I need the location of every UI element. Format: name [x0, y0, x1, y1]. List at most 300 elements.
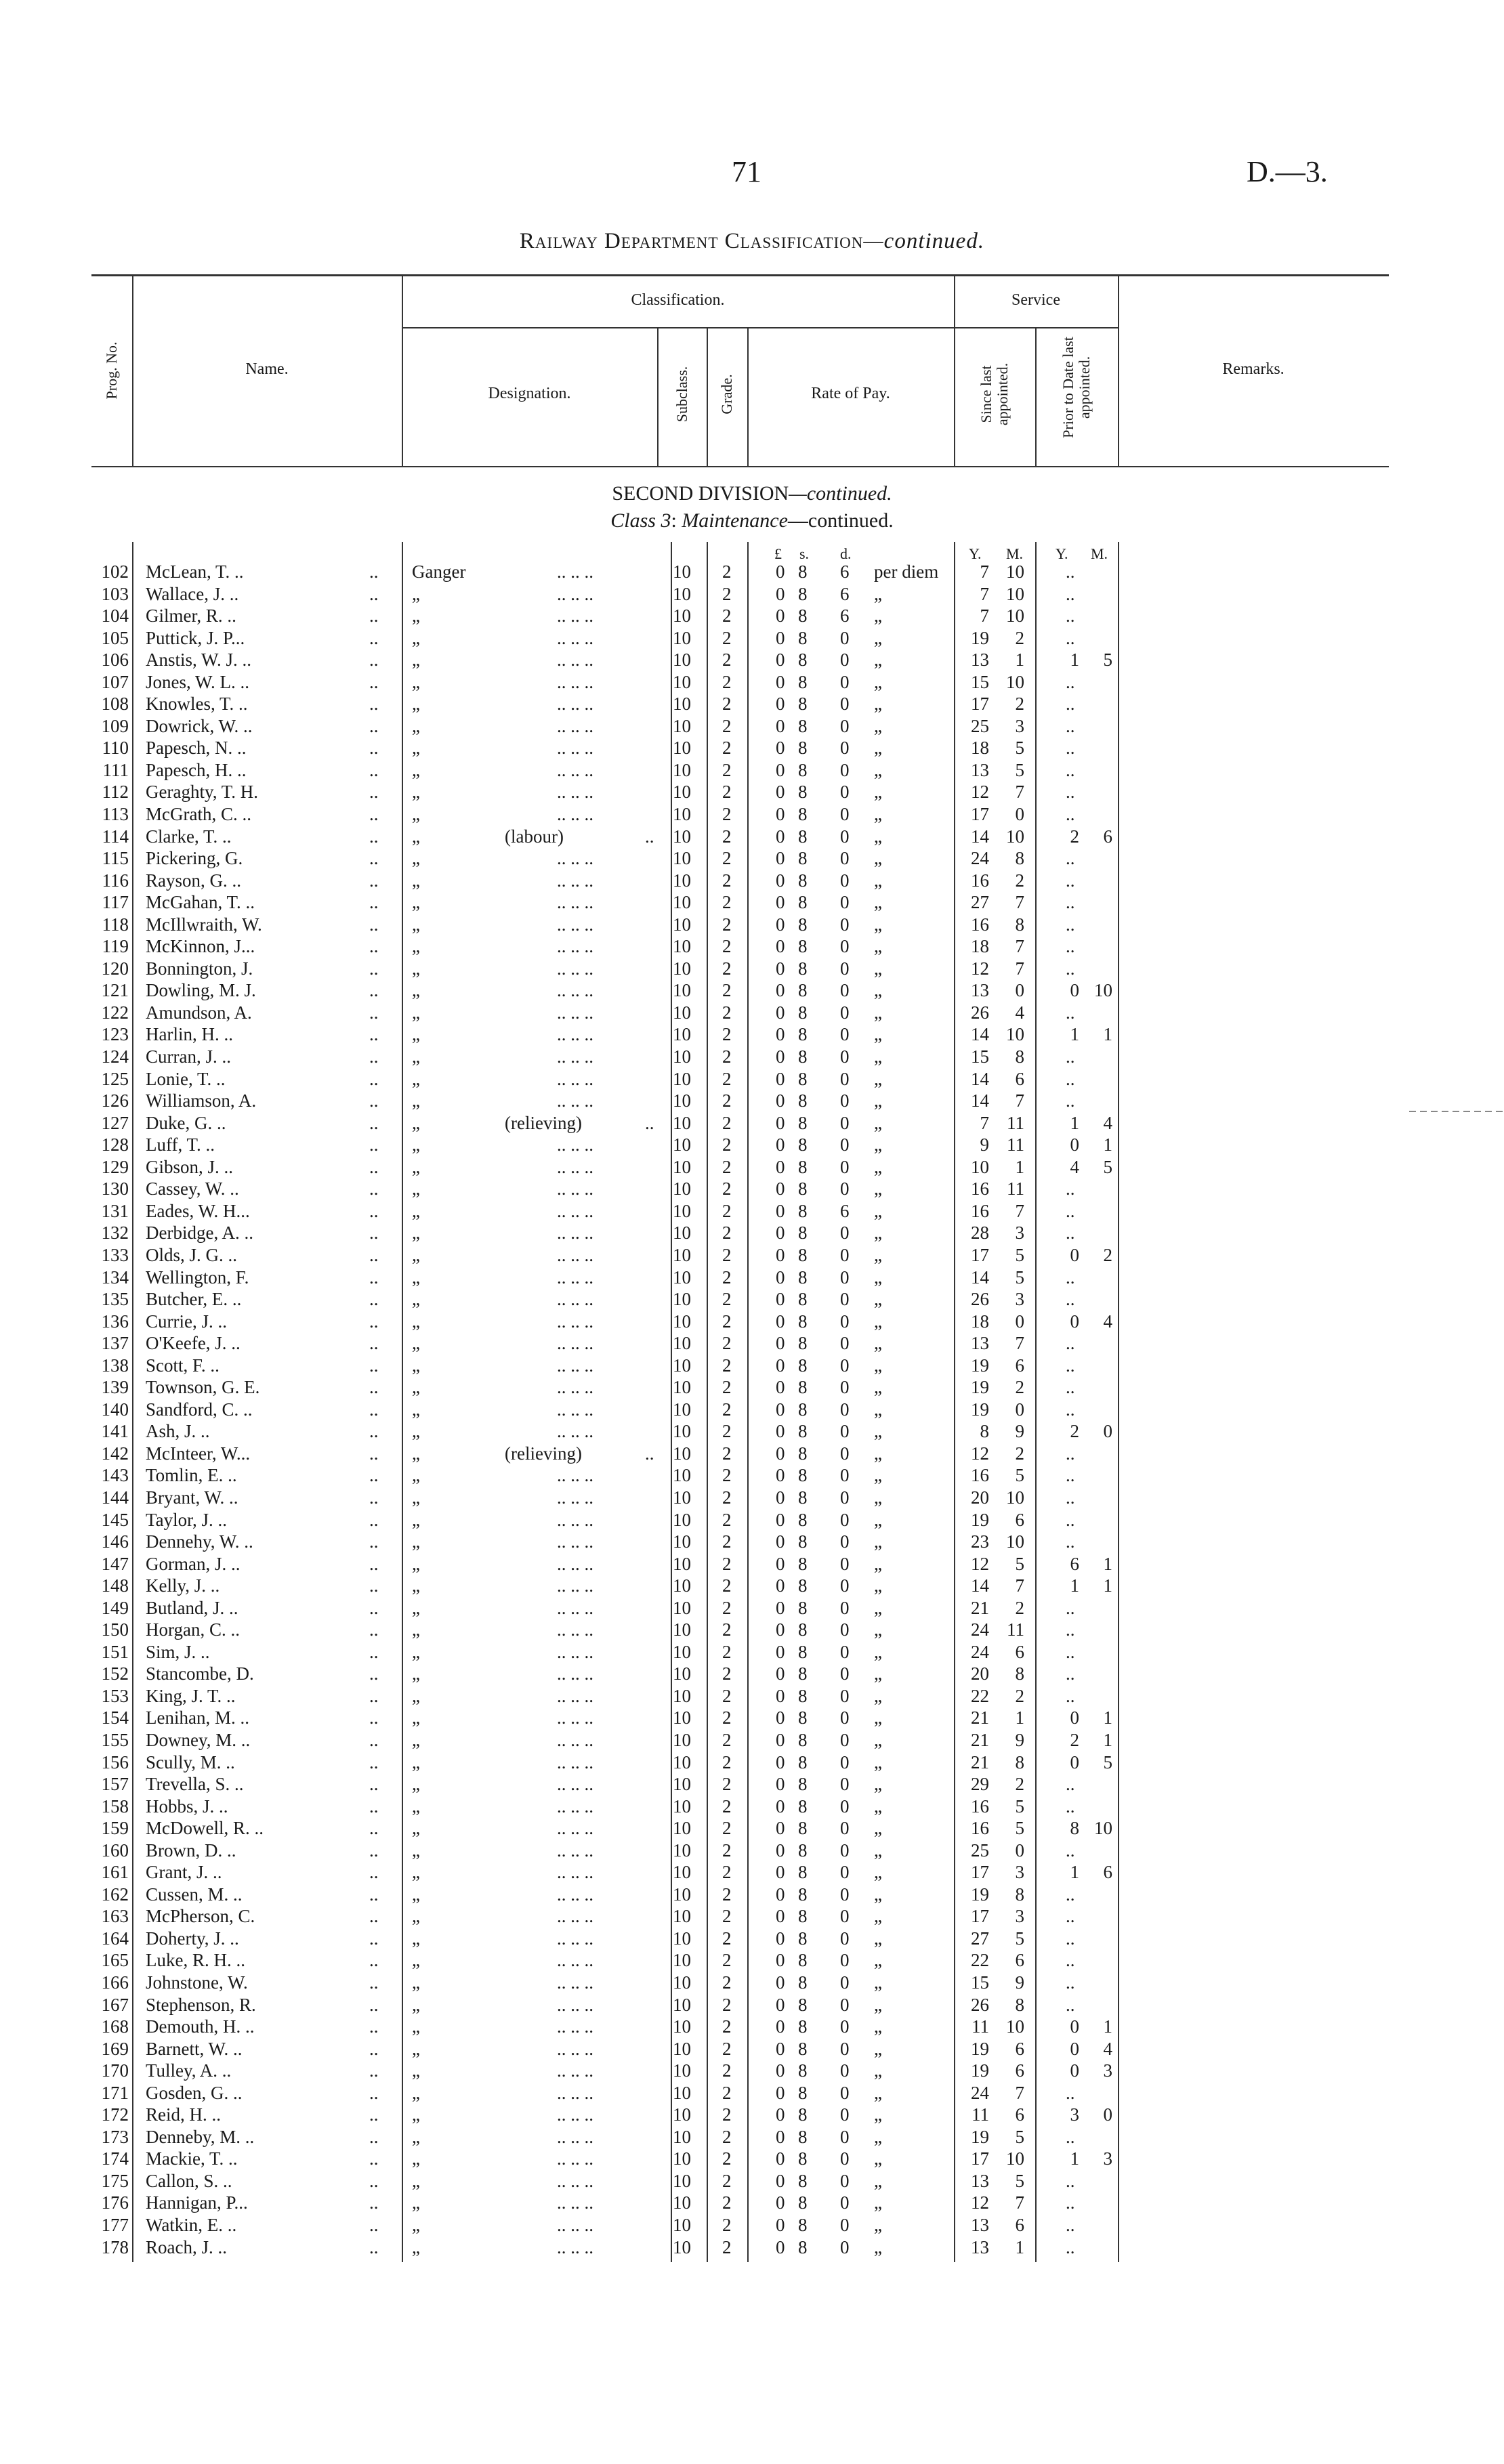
rate-pounds: 0 — [776, 1553, 785, 1574]
table-row — [0, 1972, 1504, 1994]
prog-number: 168 — [101, 2016, 129, 2037]
table-row — [0, 1023, 1504, 1046]
since-years: 23 — [971, 1531, 989, 1552]
leader-dots: .. — [369, 1641, 379, 1662]
leader-dots: .. .. .. — [557, 936, 593, 957]
subclass: 10 — [673, 1597, 691, 1618]
prog-number: 164 — [101, 1928, 129, 1949]
table-row — [0, 1751, 1504, 1774]
rate-shillings: 8 — [798, 1443, 808, 1464]
grade: 2 — [722, 2170, 732, 2191]
rate-pence: 0 — [840, 2170, 850, 2191]
since-years: 19 — [971, 627, 989, 648]
rate-pence: 0 — [840, 848, 850, 869]
table-row — [0, 649, 1504, 671]
since-years: 19 — [971, 1399, 989, 1420]
since-years: 21 — [971, 1729, 989, 1750]
leader-dots: .. — [369, 936, 379, 957]
prog-number: 175 — [101, 2170, 129, 2191]
since-months: 2 — [1015, 870, 1024, 891]
prog-number: 132 — [101, 1223, 129, 1244]
since-months: 8 — [1015, 1663, 1024, 1684]
leader-dots: .. — [645, 1112, 654, 1133]
designation: „ — [412, 804, 420, 825]
rate-period: „ — [874, 759, 882, 780]
subclass: 10 — [673, 1046, 691, 1067]
rate-pounds: 0 — [776, 1024, 785, 1045]
prior-months: 0 — [1103, 1421, 1112, 1442]
prior-months: .. — [1066, 2126, 1075, 2147]
rate-period: „ — [874, 1641, 882, 1662]
since-years: 11 — [972, 2016, 989, 2037]
leader-dots: .. .. .. — [557, 1244, 593, 1265]
grade: 2 — [722, 1928, 732, 1949]
prior-months: .. — [1066, 759, 1075, 780]
rate-shillings: 8 — [798, 1333, 808, 1354]
leader-dots: .. .. .. — [557, 1619, 593, 1640]
since-months: 7 — [1015, 936, 1024, 957]
rate-pounds: 0 — [776, 892, 785, 913]
prior-years: 0 — [1070, 1244, 1079, 1265]
since-years: 10 — [971, 1156, 989, 1177]
table-row — [0, 803, 1504, 826]
subclass: 10 — [673, 1619, 691, 1640]
rate-pence: 0 — [840, 2148, 850, 2169]
since-years: 27 — [971, 1928, 989, 1949]
rate-pence: 0 — [840, 1377, 850, 1398]
leader-dots: .. — [369, 1509, 379, 1530]
rate-pounds: 0 — [776, 2082, 785, 2103]
subclass: 10 — [673, 606, 691, 626]
prior-months: .. — [1066, 1090, 1075, 1111]
rate-shillings: 8 — [798, 2192, 808, 2213]
prior-months: .. — [1066, 1002, 1075, 1023]
table-row — [0, 1994, 1504, 2016]
prog-number: 106 — [101, 650, 129, 671]
table-row — [0, 759, 1504, 782]
table-row — [0, 605, 1504, 627]
rate-pounds: 0 — [776, 1377, 785, 1398]
leader-dots: .. .. .. — [557, 1377, 593, 1398]
rate-period: „ — [874, 1774, 882, 1795]
leader-dots: .. — [369, 650, 379, 671]
rate-period: „ — [874, 1597, 882, 1618]
prior-months: .. — [1066, 1531, 1075, 1552]
rate-period: „ — [874, 671, 882, 692]
prog-number: 126 — [101, 1090, 129, 1111]
subclass: 10 — [673, 1267, 691, 1288]
grade: 2 — [722, 1156, 732, 1177]
table-row — [0, 1597, 1504, 1619]
rate-shillings: 8 — [798, 671, 808, 692]
designation: „ — [412, 1950, 420, 1971]
leader-dots: .. — [369, 958, 379, 979]
rate-pence: 0 — [840, 1707, 850, 1728]
designation: „ — [412, 914, 420, 935]
leader-dots: .. .. .. — [557, 1840, 593, 1861]
rate-pence: 0 — [840, 2082, 850, 2103]
rate-pounds: 0 — [776, 1796, 785, 1817]
grade: 2 — [722, 914, 732, 935]
rate-shillings: 8 — [798, 1311, 808, 1332]
unit-pence: d. — [840, 545, 852, 562]
grade: 2 — [722, 1068, 732, 1089]
rate-pence: 0 — [840, 1531, 850, 1552]
rate-pence: 0 — [840, 1244, 850, 1265]
designation-note: (relieving) — [505, 1112, 582, 1133]
prior-months: .. — [1066, 1333, 1075, 1354]
leader-dots: .. .. .. — [557, 2215, 593, 2236]
unit-pound: £ — [774, 545, 782, 562]
prior-months: .. — [1066, 715, 1075, 736]
prior-months: .. — [1066, 1597, 1075, 1618]
employee-name: Scully, M. .. — [146, 1751, 235, 1772]
subclass: 10 — [673, 1487, 691, 1508]
table-row — [0, 847, 1504, 870]
subclass: 10 — [673, 870, 691, 891]
leader-dots: .. .. .. — [557, 958, 593, 979]
grade: 2 — [722, 694, 732, 715]
document-reference: D.—3. — [1247, 155, 1328, 188]
prog-number: 120 — [101, 958, 129, 979]
prog-number: 130 — [101, 1178, 129, 1199]
since-months: 3 — [1015, 1862, 1024, 1883]
since-months: 2 — [1015, 1685, 1024, 1706]
table-row — [0, 826, 1504, 848]
table-row — [0, 781, 1504, 803]
since-months: 8 — [1015, 848, 1024, 869]
grade: 2 — [722, 1134, 732, 1155]
leader-dots: .. — [369, 1840, 379, 1861]
since-months: 10 — [1006, 583, 1024, 604]
table-row — [0, 1156, 1504, 1178]
subclass: 10 — [673, 694, 691, 715]
leader-dots: .. — [369, 2126, 379, 2147]
employee-name: Stephenson, R. — [146, 1994, 256, 2015]
prior-months: .. — [1066, 892, 1075, 913]
since-years: 29 — [971, 1774, 989, 1795]
prog-number: 171 — [101, 2082, 129, 2103]
leader-dots: .. — [369, 1134, 379, 1155]
since-months: 3 — [1015, 1906, 1024, 1927]
rate-period: „ — [874, 1134, 882, 1155]
rate-pounds: 0 — [776, 2192, 785, 2213]
division-name: SECOND DIVISION — [612, 482, 789, 505]
rate-shillings: 8 — [798, 1862, 808, 1883]
rate-shillings: 8 — [798, 1289, 808, 1310]
employee-name: Lonie, T. .. — [146, 1068, 226, 1089]
rate-pounds: 0 — [776, 1774, 785, 1795]
header-classification: Classification. — [631, 291, 725, 309]
employee-name: Olds, J. G. .. — [146, 1244, 238, 1265]
grade: 2 — [722, 1818, 732, 1839]
header-divider — [402, 327, 1118, 328]
leader-dots: .. — [369, 980, 379, 1001]
employee-name: Papesch, N. .. — [146, 738, 247, 759]
rate-period: „ — [874, 694, 882, 715]
rate-shillings: 8 — [798, 1994, 808, 2015]
since-years: 21 — [971, 1597, 989, 1618]
rate-shillings: 8 — [798, 826, 808, 847]
header-service: Service — [1011, 291, 1060, 309]
table-row — [0, 1420, 1504, 1443]
designation: „ — [412, 2215, 420, 2236]
employee-name: Butcher, E. .. — [146, 1289, 242, 1310]
since-months: 10 — [1006, 2016, 1024, 2037]
since-months: 5 — [1015, 1267, 1024, 1288]
rate-pence: 0 — [840, 1487, 850, 1508]
since-months: 7 — [1015, 2192, 1024, 2213]
since-months: 10 — [1006, 1024, 1024, 1045]
prior-months: .. — [1066, 1068, 1075, 1089]
table-row — [0, 1002, 1504, 1024]
unit-shilling: s. — [799, 545, 810, 562]
leader-dots: .. .. .. — [557, 782, 593, 803]
subclass: 10 — [673, 1134, 691, 1155]
rate-pence: 0 — [840, 1994, 850, 2015]
prior-months: .. — [1066, 1994, 1075, 2015]
leader-dots: .. — [369, 1267, 379, 1288]
rate-period: „ — [874, 606, 882, 626]
prog-number: 163 — [101, 1906, 129, 1927]
rate-pounds: 0 — [776, 2016, 785, 2037]
leader-dots: .. .. .. — [557, 650, 593, 671]
prior-years: 1 — [1070, 2148, 1079, 2169]
designation: „ — [412, 650, 420, 671]
designation: „ — [412, 1355, 420, 1376]
grade: 2 — [722, 1751, 732, 1772]
rate-pence: 0 — [840, 1862, 850, 1883]
subclass: 10 — [673, 627, 691, 648]
since-months: 0 — [1015, 980, 1024, 1001]
since-months: 5 — [1015, 1465, 1024, 1486]
rate-pence: 0 — [840, 936, 850, 957]
subclass: 10 — [673, 1333, 691, 1354]
grade: 2 — [722, 1729, 732, 1750]
rate-shillings: 8 — [798, 650, 808, 671]
since-years: 8 — [980, 1421, 989, 1442]
leader-dots: .. — [369, 1685, 379, 1706]
since-months: 7 — [1015, 2082, 1024, 2103]
rate-pounds: 0 — [776, 1289, 785, 1310]
rate-period: „ — [874, 1663, 882, 1684]
prior-months: .. — [1066, 1619, 1075, 1640]
prior-years: 2 — [1070, 1421, 1079, 1442]
rate-period: „ — [874, 1796, 882, 1817]
prog-number: 143 — [101, 1465, 129, 1486]
employee-name: Luff, T. .. — [146, 1134, 215, 1155]
leader-dots: .. .. .. — [557, 2038, 593, 2059]
rate-period: „ — [874, 1465, 882, 1486]
table-row — [0, 1817, 1504, 1840]
rate-pence: 0 — [840, 1421, 850, 1442]
prog-number: 172 — [101, 2104, 129, 2125]
since-months: 10 — [1006, 1531, 1024, 1552]
prog-number: 166 — [101, 1972, 129, 1993]
rate-period: „ — [874, 1818, 882, 1839]
since-years: 26 — [971, 1994, 989, 2015]
rate-pence: 0 — [840, 627, 850, 648]
leader-dots: .. .. .. — [557, 1751, 593, 1772]
header-prior-to-date: Prior to Date last appointed. — [1060, 337, 1093, 438]
since-years: 14 — [971, 1024, 989, 1045]
header-prog-no: Prog. No. — [103, 341, 120, 400]
rate-pounds: 0 — [776, 1465, 785, 1486]
table-row — [0, 1729, 1504, 1751]
rate-pounds: 0 — [776, 627, 785, 648]
prog-number: 146 — [101, 1531, 129, 1552]
title-suffix: —continued. — [863, 229, 985, 253]
rate-period: „ — [874, 958, 882, 979]
rate-shillings: 8 — [798, 1090, 808, 1111]
leader-dots: .. — [369, 1862, 379, 1883]
subclass: 10 — [673, 2016, 691, 2037]
leader-dots: .. .. .. — [557, 1663, 593, 1684]
since-months: 10 — [1006, 671, 1024, 692]
rate-period: „ — [874, 1840, 882, 1861]
designation: „ — [412, 1575, 420, 1596]
rate-pence: 0 — [840, 2215, 850, 2236]
prog-number: 158 — [101, 1796, 129, 1817]
leader-dots: .. .. .. — [557, 1641, 593, 1662]
leader-dots: .. — [369, 606, 379, 626]
since-years: 7 — [980, 606, 989, 626]
since-months: 2 — [1015, 1597, 1024, 1618]
rate-period: „ — [874, 1862, 882, 1883]
leader-dots: .. .. .. — [557, 2104, 593, 2125]
prog-number: 104 — [101, 606, 129, 626]
since-years: 27 — [971, 892, 989, 913]
rate-pence: 0 — [840, 1002, 850, 1023]
table-row — [0, 1046, 1504, 1068]
prior-months: .. — [1066, 958, 1075, 979]
grade: 2 — [722, 1575, 732, 1596]
rate-pence: 0 — [840, 1575, 850, 1596]
subclass: 10 — [673, 2236, 691, 2257]
subclass: 10 — [673, 2104, 691, 2125]
rate-pounds: 0 — [776, 2148, 785, 2169]
employee-name: Dennehy, W. .. — [146, 1531, 253, 1552]
since-months: 2 — [1015, 1377, 1024, 1398]
employee-name: Tomlin, E. .. — [146, 1465, 237, 1486]
table-row — [0, 671, 1504, 694]
since-years: 24 — [971, 2082, 989, 2103]
employee-name: Butland, J. .. — [146, 1597, 238, 1618]
employee-name: Dowrick, W. .. — [146, 715, 253, 736]
prior-months: .. — [1066, 1950, 1075, 1971]
employee-name: Taylor, J. .. — [146, 1509, 228, 1530]
employee-name: Harlin, H. .. — [146, 1024, 233, 1045]
rate-pounds: 0 — [776, 1487, 785, 1508]
rate-pounds: 0 — [776, 1994, 785, 2015]
prior-years: 3 — [1070, 2104, 1079, 2125]
leader-dots: .. .. .. — [557, 1156, 593, 1177]
subclass: 10 — [673, 1399, 691, 1420]
subclass: 10 — [673, 1575, 691, 1596]
rate-period: „ — [874, 1972, 882, 1993]
rate-period: „ — [874, 1443, 882, 1464]
designation: „ — [412, 1509, 420, 1530]
prior-months: .. — [1066, 1465, 1075, 1486]
prog-number: 110 — [102, 738, 129, 759]
prior-months: .. — [1066, 561, 1075, 582]
rate-pounds: 0 — [776, 1619, 785, 1640]
since-months: 1 — [1015, 1707, 1024, 1728]
prior-years: 1 — [1070, 1575, 1079, 1596]
table-row — [0, 2126, 1504, 2148]
prog-number: 103 — [101, 583, 129, 604]
leader-dots: .. — [369, 2060, 379, 2081]
prior-months: .. — [1066, 627, 1075, 648]
table-header — [91, 274, 1389, 467]
prog-number: 145 — [101, 1509, 129, 1530]
employee-name: Rayson, G. .. — [146, 870, 241, 891]
employee-name: Trevella, S. .. — [146, 1774, 244, 1795]
leader-dots: .. — [369, 1333, 379, 1354]
rate-pounds: 0 — [776, 1443, 785, 1464]
grade: 2 — [722, 1002, 732, 1023]
table-row — [0, 1355, 1504, 1377]
designation: „ — [412, 759, 420, 780]
grade: 2 — [722, 1311, 732, 1332]
rate-pounds: 0 — [776, 804, 785, 825]
rate-pounds: 0 — [776, 561, 785, 582]
subclass: 10 — [673, 1641, 691, 1662]
since-months: 6 — [1015, 2038, 1024, 2059]
rate-pounds: 0 — [776, 1818, 785, 1839]
employee-name: Wellington, F. — [146, 1267, 249, 1288]
prior-months: .. — [1066, 1685, 1075, 1706]
prog-number: 125 — [101, 1068, 129, 1089]
designation: „ — [412, 1972, 420, 1993]
table-row — [0, 891, 1504, 914]
since-months: 2 — [1015, 694, 1024, 715]
prior-months: .. — [1066, 936, 1075, 957]
rate-period: „ — [874, 1487, 882, 1508]
header-remarks: Remarks. — [1222, 360, 1284, 378]
subclass: 10 — [673, 715, 691, 736]
rate-shillings: 8 — [798, 1840, 808, 1861]
subclass: 10 — [673, 759, 691, 780]
header-divider — [707, 327, 708, 466]
rate-pounds: 0 — [776, 1002, 785, 1023]
rate-period: „ — [874, 1355, 882, 1376]
leader-dots: .. — [369, 1399, 379, 1420]
designation: „ — [412, 1090, 420, 1111]
designation: „ — [412, 1267, 420, 1288]
rate-shillings: 8 — [798, 2082, 808, 2103]
grade: 2 — [722, 1509, 732, 1530]
employee-name: Hannigan, P... — [146, 2192, 248, 2213]
leader-dots: .. .. .. — [557, 694, 593, 715]
grade: 2 — [722, 804, 732, 825]
leader-dots: .. .. .. — [557, 2192, 593, 2213]
since-months: 9 — [1015, 1729, 1024, 1750]
subclass: 10 — [673, 2060, 691, 2081]
grade: 2 — [722, 1774, 732, 1795]
prior-years: 2 — [1070, 1729, 1079, 1750]
leader-dots: .. .. .. — [557, 1355, 593, 1376]
since-years: 11 — [972, 2104, 989, 2125]
leader-dots: .. — [369, 804, 379, 825]
rate-pence: 0 — [840, 2192, 850, 2213]
prog-number: 147 — [101, 1553, 129, 1574]
rate-pence: 0 — [840, 2236, 850, 2257]
grade: 2 — [722, 1289, 732, 1310]
table-row — [0, 979, 1504, 1002]
leader-dots: .. — [369, 1972, 379, 1993]
employee-name: Doherty, J. .. — [146, 1928, 239, 1949]
